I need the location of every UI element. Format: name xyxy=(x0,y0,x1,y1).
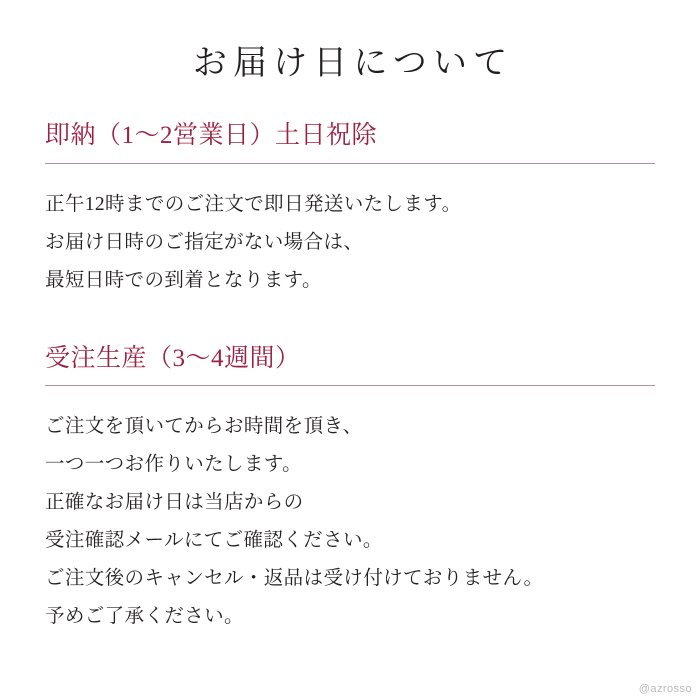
section-immediate-shipping xyxy=(45,119,655,300)
body-line: 正午12時までのご注文で即日発送いたします。 xyxy=(45,193,462,215)
section-heading-made-to-order: 受注生産（3～4週間） xyxy=(45,344,301,372)
section-divider xyxy=(45,163,655,164)
page-title: お届け日について xyxy=(192,45,514,82)
body-line: 受注確認メールにてご確認ください。 xyxy=(45,530,383,552)
watermark-credit: @azrosso xyxy=(638,683,692,695)
section-heading-immediate-shipping: 即納（1～2営業日）土日祝除 xyxy=(45,121,378,149)
section-made-to-order xyxy=(45,342,655,637)
body-line: ご注文後のキャンセル・返品は受け付けておりません。 xyxy=(45,568,544,590)
body-line: ご注文を頂いてからお時間を頂き、 xyxy=(45,416,363,438)
body-line: 正確なお届け日は当店からの xyxy=(45,492,304,514)
section-divider xyxy=(45,385,655,386)
body-line: 予めご了承ください。 xyxy=(45,606,244,628)
body-line: 最短日時での到着となります。 xyxy=(45,269,322,291)
body-line: 一つ一つお作りいたします。 xyxy=(45,454,303,476)
body-line: お届け日時のご指定がない場合は、 xyxy=(45,231,364,253)
